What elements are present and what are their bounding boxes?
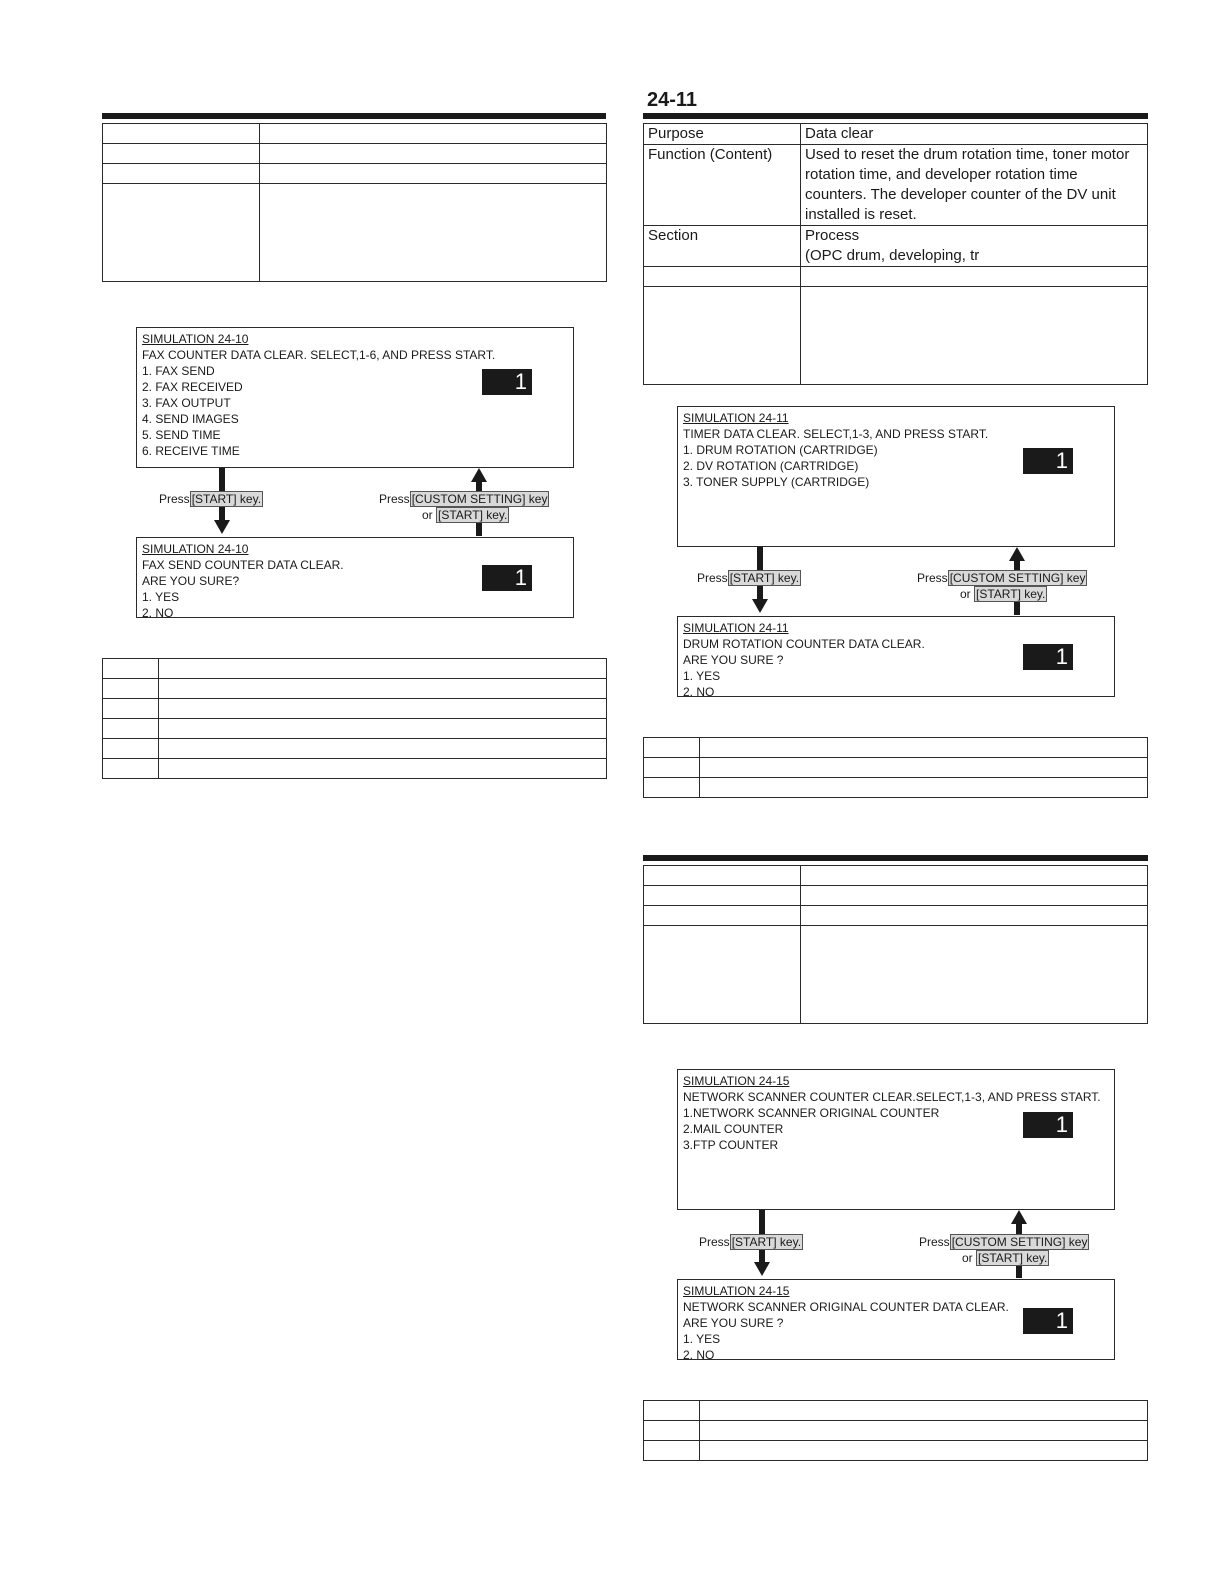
screen-line: 4. SEND IMAGES	[142, 412, 239, 426]
press-start-label	[159, 491, 263, 507]
screen-line: 1. YES	[142, 590, 180, 604]
press-start-label	[699, 1234, 803, 1250]
screen-line: ARE YOU SURE?	[142, 574, 240, 588]
section-heading: 24-11	[647, 89, 698, 111]
screen-line: NETWORK SCANNER COUNTER CLEAR.SELECT,1-3, AND PRESS START.	[683, 1090, 1101, 1104]
press-text: Press	[919, 1235, 950, 1249]
press-text: Press	[917, 571, 948, 585]
value-display: 1	[1023, 448, 1073, 474]
or-text: or	[962, 1251, 973, 1265]
sim-24-15-screen-select	[677, 1069, 1115, 1210]
or-start-label	[422, 507, 509, 523]
purpose-label: Purpose	[644, 124, 801, 145]
left-section-rule	[102, 113, 606, 119]
arrow-down-icon	[754, 1262, 770, 1276]
screen-line: ARE YOU SURE ?	[683, 1316, 784, 1330]
right-section-rule-2	[643, 855, 1148, 861]
sim-24-11-spec-table	[643, 123, 1148, 385]
screen-line: 1. FAX SEND	[142, 364, 215, 378]
screen-line: 3.FTP COUNTER	[683, 1138, 779, 1152]
press-text: Press	[697, 571, 728, 585]
sim-24-11-screen-select	[677, 406, 1115, 547]
left-spec-table	[102, 123, 607, 282]
function-label: Function (Content)	[644, 145, 801, 226]
start-key: [START] key.	[731, 1235, 802, 1249]
screen-line: 3. TONER SUPPLY (CARTRIDGE)	[683, 475, 870, 489]
sim-24-15-item-table	[643, 1400, 1148, 1461]
or-text: or	[960, 587, 971, 601]
screen-title: SIMULATION 24-11	[683, 411, 789, 425]
screen-line: 1. YES	[683, 669, 721, 683]
press-start-label	[697, 570, 801, 586]
arrow-down-icon	[214, 520, 230, 534]
right-section-rule	[643, 113, 1148, 119]
screen-line: 3. FAX OUTPUT	[142, 396, 231, 410]
value-display: 1	[1023, 644, 1073, 670]
start-key: [START] key.	[978, 1251, 1048, 1265]
value-display: 1	[1023, 1308, 1073, 1334]
screen-line: 2. NO	[142, 606, 174, 620]
screen-line: 5. SEND TIME	[142, 428, 221, 442]
custom-setting-key: [CUSTOM SETTING] key	[411, 492, 548, 506]
sim-24-10-screen-select	[136, 327, 574, 468]
section-value-line: (OPC drum, developing, tr	[805, 247, 980, 264]
screen-line: TIMER DATA CLEAR. SELECT,1-3, AND PRESS START.	[683, 427, 989, 441]
screen-line: FAX SEND COUNTER DATA CLEAR.	[142, 558, 344, 572]
press-text: Press	[699, 1235, 730, 1249]
screen-line: 1. DRUM ROTATION (CARTRIDGE)	[683, 443, 878, 457]
section-label: Section	[644, 226, 801, 267]
press-custom-label	[919, 1234, 1089, 1250]
screen-line: 1.NETWORK SCANNER ORIGINAL COUNTER	[683, 1106, 940, 1120]
start-key: [START] key.	[729, 571, 800, 585]
screen-line: 2. NO	[683, 1348, 715, 1362]
start-key: [START] key.	[191, 492, 262, 506]
arrow-down-icon	[752, 599, 768, 613]
screen-line: 2. NO	[683, 685, 715, 699]
purpose-value: Data clear	[801, 124, 1148, 145]
screen-line: FAX COUNTER DATA CLEAR. SELECT,1-6, AND PRESS START.	[142, 348, 496, 362]
or-start-label	[960, 586, 1047, 602]
arrow-up-icon	[1009, 547, 1025, 561]
screen-title: SIMULATION 24-10	[142, 542, 249, 556]
screen-line: 2.MAIL COUNTER	[683, 1122, 784, 1136]
screen-line: ARE YOU SURE ?	[683, 653, 784, 667]
screen-line: 2. FAX RECEIVED	[142, 380, 243, 394]
start-key: [START] key.	[976, 587, 1046, 601]
arrow-up-icon	[1011, 1210, 1027, 1224]
sim-24-15-spec-table	[643, 865, 1148, 1024]
press-custom-label	[379, 491, 549, 507]
press-custom-label	[917, 570, 1087, 586]
screen-title: SIMULATION 24-15	[683, 1074, 790, 1088]
start-key: [START] key.	[438, 508, 508, 522]
screen-line: 1. YES	[683, 1332, 721, 1346]
screen-line: 2. DV ROTATION (CARTRIDGE)	[683, 459, 859, 473]
value-display: 1	[482, 565, 532, 591]
press-text: Press	[159, 492, 190, 506]
press-text: Press	[379, 492, 410, 506]
sim-24-11-item-table	[643, 737, 1148, 798]
or-start-label	[962, 1250, 1049, 1266]
left-item-table	[102, 658, 607, 779]
custom-setting-key: [CUSTOM SETTING] key	[951, 1235, 1088, 1249]
screen-title: SIMULATION 24-10	[142, 332, 249, 346]
arrow-up-icon	[471, 468, 487, 482]
section-value	[801, 226, 1148, 267]
function-value: Used to reset the drum rotation time, toner motor rotation time, and developer rotation time counters. The developer counter of the DV unit installed is reset.	[801, 145, 1148, 226]
custom-setting-key: [CUSTOM SETTING] key	[949, 571, 1086, 585]
value-display: 1	[1023, 1112, 1073, 1138]
screen-line: NETWORK SCANNER ORIGINAL COUNTER DATA CLEAR.	[683, 1300, 1009, 1314]
screen-title: SIMULATION 24-15	[683, 1284, 790, 1298]
screen-line: DRUM ROTATION COUNTER DATA CLEAR.	[683, 637, 925, 651]
value-display: 1	[482, 369, 532, 395]
section-value-line: Process	[805, 227, 860, 244]
screen-line: 6. RECEIVE TIME	[142, 444, 240, 458]
screen-title: SIMULATION 24-11	[683, 621, 789, 635]
or-text: or	[422, 508, 433, 522]
